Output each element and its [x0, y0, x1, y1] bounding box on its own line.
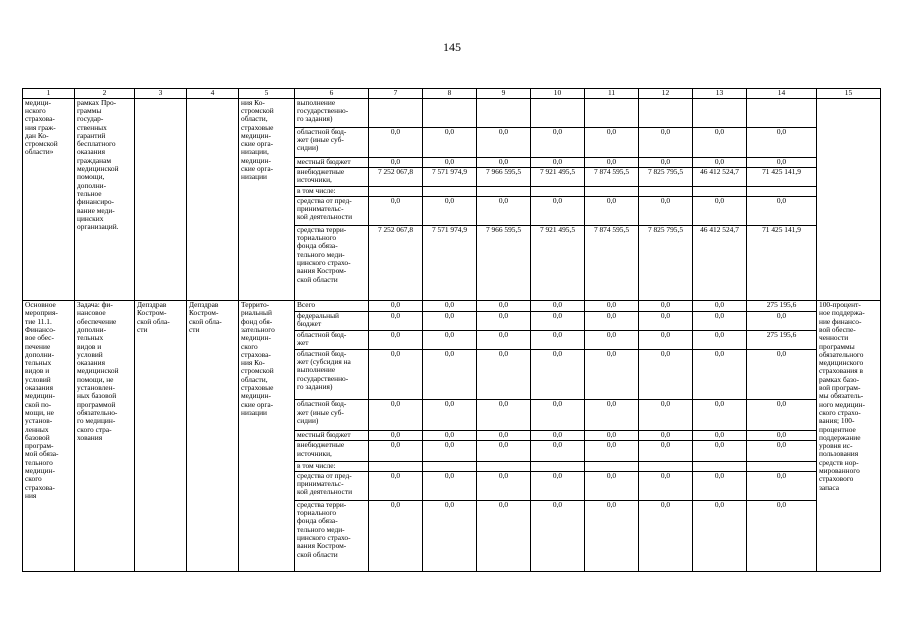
value-cell: 0,0	[639, 127, 693, 157]
value-cell: 0,0	[639, 157, 693, 167]
value-cell: 0,0	[639, 349, 693, 400]
header-row	[23, 89, 881, 99]
value-cell	[369, 98, 423, 127]
value-cell: 0,0	[639, 441, 693, 461]
value-cell: 0,0	[585, 330, 639, 349]
value-cell	[477, 186, 531, 196]
value-cell: 275 195,6	[747, 330, 817, 349]
value-cell: 7 921 495,5	[531, 225, 585, 300]
value-cell: 0,0	[477, 349, 531, 400]
col-header: 10	[531, 89, 585, 99]
event-name-cell: медици- нского страхова- ния граж- дан Ко- стромской области»	[23, 98, 75, 300]
source-label: областной бюд- жет (иные суб- сидии)	[295, 400, 369, 431]
value-cell: 0,0	[477, 431, 531, 441]
value-cell: 0,0	[639, 500, 693, 571]
value-cell: 0,0	[585, 441, 639, 461]
value-cell: 0,0	[477, 471, 531, 500]
value-cell: 7 921 495,5	[531, 167, 585, 186]
value-cell	[585, 98, 639, 127]
value-cell: 0,0	[423, 311, 477, 330]
value-cell: 0,0	[747, 196, 817, 225]
value-cell	[423, 461, 477, 471]
value-cell	[531, 186, 585, 196]
table-row	[23, 98, 881, 127]
value-cell: 0,0	[747, 471, 817, 500]
source-label: средства терри- ториального фонда обяза- тельного меди- цинского страхо- вания Костром- ской области	[295, 500, 369, 571]
value-cell	[747, 461, 817, 471]
col-header: 2	[75, 89, 135, 99]
value-cell: 0,0	[423, 431, 477, 441]
source-label: средства терри- ториального фонда обяза- тельного меди- цинского страхо- вания Костром- ской области	[295, 225, 369, 300]
value-cell	[531, 98, 585, 127]
value-cell: 0,0	[477, 157, 531, 167]
value-cell: 0,0	[369, 431, 423, 441]
source-label: областной бюд- жет	[295, 330, 369, 349]
source-label: внебюджетные источники,	[295, 167, 369, 186]
value-cell: 0,0	[693, 500, 747, 571]
value-cell	[747, 186, 817, 196]
value-cell	[639, 98, 693, 127]
value-cell: 0,0	[747, 431, 817, 441]
value-cell: 0,0	[747, 157, 817, 167]
value-cell	[585, 461, 639, 471]
value-cell	[639, 461, 693, 471]
value-cell: 0,0	[369, 127, 423, 157]
value-cell: 0,0	[531, 127, 585, 157]
value-cell: 0,0	[531, 196, 585, 225]
task-cell: рамках Про- граммы государ- ственных гарантий бесплатного оказания гражданам медицинской помощи, дополни- тельное финансиро- вание меди- цинских организаций.	[75, 98, 135, 300]
value-cell: 0,0	[693, 471, 747, 500]
value-cell: 0,0	[585, 400, 639, 431]
value-cell: 0,0	[747, 400, 817, 431]
value-cell: 46 412 524,7	[693, 167, 747, 186]
col-header: 7	[369, 89, 423, 99]
value-cell: 0,0	[747, 441, 817, 461]
source-label: в том числе:	[295, 186, 369, 196]
value-cell: 0,0	[693, 311, 747, 330]
source-label: федеральный бюджет	[295, 311, 369, 330]
value-cell: 0,0	[531, 330, 585, 349]
value-cell: 0,0	[369, 349, 423, 400]
col-header: 8	[423, 89, 477, 99]
value-cell: 0,0	[369, 500, 423, 571]
participant-cell: ния Ко- стромской области, страховые медицин- ские орга- низации, медицин- ские орга- низации	[239, 98, 295, 300]
value-cell: 0,0	[639, 471, 693, 500]
source-label: Всего	[295, 301, 369, 312]
value-cell: 0,0	[639, 330, 693, 349]
value-cell: 0,0	[477, 196, 531, 225]
participant-cell: Террито- риальный фонд обя- зательного медицин- ского страхова- ния Ко- стромской области, страховые медицин- ские орга- низации	[239, 301, 295, 572]
value-cell: 7 571 974,9	[423, 225, 477, 300]
col-header: 15	[817, 89, 881, 99]
value-cell: 0,0	[531, 471, 585, 500]
value-cell: 0,0	[477, 311, 531, 330]
value-cell: 0,0	[693, 157, 747, 167]
co-executor-cell	[187, 98, 239, 300]
table-row	[23, 301, 881, 312]
value-cell: 0,0	[693, 431, 747, 441]
value-cell: 0,0	[747, 349, 817, 400]
value-cell	[693, 461, 747, 471]
value-cell	[477, 461, 531, 471]
value-cell: 0,0	[477, 127, 531, 157]
task-cell: Задача: фи- нансовое обеспечение дополни- тельных видов и условий оказания медицинской помощи, не установлен- ных базовой программой обязательно- го медицин- ского стра- хования	[75, 301, 135, 572]
value-cell: 0,0	[693, 301, 747, 312]
col-header: 11	[585, 89, 639, 99]
value-cell: 0,0	[477, 301, 531, 312]
value-cell: 71 425 141,9	[747, 225, 817, 300]
value-cell	[423, 186, 477, 196]
value-cell: 7 252 067,8	[369, 167, 423, 186]
source-label: местный бюджет	[295, 431, 369, 441]
value-cell: 0,0	[369, 441, 423, 461]
value-cell: 0,0	[585, 301, 639, 312]
value-cell: 0,0	[693, 441, 747, 461]
value-cell: 0,0	[423, 301, 477, 312]
value-cell: 0,0	[369, 301, 423, 312]
value-cell: 0,0	[423, 349, 477, 400]
value-cell: 7 966 595,5	[477, 225, 531, 300]
source-label: внебюджетные источники,	[295, 441, 369, 461]
col-header: 12	[639, 89, 693, 99]
value-cell: 0,0	[585, 431, 639, 441]
value-cell	[531, 461, 585, 471]
value-cell: 0,0	[747, 127, 817, 157]
value-cell: 0,0	[693, 196, 747, 225]
source-label: выполнение государственно- го задания)	[295, 98, 369, 127]
source-label: областной бюд- жет (субсидия на выполнение государственно- го задания)	[295, 349, 369, 400]
source-label: средства от пред- принимательс- кой деятельности	[295, 471, 369, 500]
value-cell: 0,0	[585, 127, 639, 157]
value-cell: 0,0	[693, 349, 747, 400]
value-cell: 0,0	[585, 157, 639, 167]
value-cell	[369, 186, 423, 196]
value-cell: 0,0	[369, 196, 423, 225]
value-cell: 0,0	[477, 400, 531, 431]
value-cell: 0,0	[531, 301, 585, 312]
value-cell: 0,0	[423, 330, 477, 349]
col-header: 3	[135, 89, 187, 99]
value-cell: 0,0	[639, 431, 693, 441]
value-cell: 0,0	[531, 441, 585, 461]
col-header: 1	[23, 89, 75, 99]
value-cell	[369, 461, 423, 471]
value-cell: 0,0	[423, 471, 477, 500]
value-cell: 0,0	[477, 330, 531, 349]
value-cell: 0,0	[531, 431, 585, 441]
value-cell: 46 412 524,7	[693, 225, 747, 300]
value-cell: 7 825 795,5	[639, 225, 693, 300]
value-cell	[585, 186, 639, 196]
value-cell: 71 425 141,9	[747, 167, 817, 186]
value-cell: 0,0	[477, 441, 531, 461]
value-cell: 7 825 795,5	[639, 167, 693, 186]
value-cell: 0,0	[531, 500, 585, 571]
value-cell: 0,0	[369, 157, 423, 167]
result-cell	[817, 98, 881, 300]
value-cell: 0,0	[369, 400, 423, 431]
col-header: 13	[693, 89, 747, 99]
value-cell: 7 874 595,5	[585, 167, 639, 186]
col-header: 14	[747, 89, 817, 99]
value-cell: 0,0	[423, 127, 477, 157]
col-header: 5	[239, 89, 295, 99]
executor-cell	[135, 98, 187, 300]
value-cell: 0,0	[477, 500, 531, 571]
value-cell: 7 874 595,5	[585, 225, 639, 300]
value-cell: 0,0	[585, 500, 639, 571]
event-name-cell: Основное мероприя- тие 11.1. Финансо- вое обес- печение дополни- тельных видов и условий оказания медицин- ской по- мощи, не установ- ленных базовой програм- мой обяза- тельного медицин- ского страхова- ния	[23, 301, 75, 572]
value-cell: 0,0	[747, 311, 817, 330]
co-executor-cell: Депздрав Костром- ской обла- сти	[187, 301, 239, 572]
value-cell: 0,0	[369, 311, 423, 330]
col-header: 9	[477, 89, 531, 99]
value-cell: 0,0	[423, 196, 477, 225]
value-cell: 0,0	[585, 349, 639, 400]
value-cell: 0,0	[585, 311, 639, 330]
value-cell: 0,0	[693, 400, 747, 431]
col-header: 6	[295, 89, 369, 99]
value-cell	[477, 98, 531, 127]
value-cell: 0,0	[585, 471, 639, 500]
value-cell: 0,0	[639, 311, 693, 330]
value-cell	[693, 98, 747, 127]
value-cell: 0,0	[747, 500, 817, 571]
value-cell: 0,0	[423, 500, 477, 571]
budget-table	[22, 88, 881, 572]
value-cell: 7 966 595,5	[477, 167, 531, 186]
value-cell	[747, 98, 817, 127]
col-header: 4	[187, 89, 239, 99]
source-label: средства от пред- принимательс- кой деятельности	[295, 196, 369, 225]
source-label: местный бюджет	[295, 157, 369, 167]
value-cell: 275 195,6	[747, 301, 817, 312]
value-cell: 0,0	[639, 196, 693, 225]
value-cell	[639, 186, 693, 196]
value-cell: 0,0	[693, 127, 747, 157]
value-cell: 7 571 974,9	[423, 167, 477, 186]
value-cell: 0,0	[531, 157, 585, 167]
value-cell: 7 252 067,8	[369, 225, 423, 300]
value-cell	[693, 186, 747, 196]
value-cell: 0,0	[531, 400, 585, 431]
value-cell: 0,0	[369, 471, 423, 500]
executor-cell: Депздрав Костром- ской обла- сти	[135, 301, 187, 572]
value-cell: 0,0	[531, 349, 585, 400]
value-cell: 0,0	[693, 330, 747, 349]
value-cell: 0,0	[369, 330, 423, 349]
source-label: областной бюд- жет (иные суб- сидии)	[295, 127, 369, 157]
value-cell: 0,0	[423, 441, 477, 461]
source-label: в том числе:	[295, 461, 369, 471]
value-cell: 0,0	[585, 196, 639, 225]
page-number: 145	[443, 40, 461, 54]
value-cell: 0,0	[531, 311, 585, 330]
value-cell: 0,0	[639, 301, 693, 312]
value-cell: 0,0	[423, 157, 477, 167]
value-cell: 0,0	[639, 400, 693, 431]
value-cell	[423, 98, 477, 127]
value-cell: 0,0	[423, 400, 477, 431]
result-cell: 100-процент- ное поддержа- ние финансо- вой обеспе- ченности программы обязательного медицинского страхования в рамках базо- вой програм- мы обязатель- ного медицин- ского страхо- вания; 100- процентное поддержание уровня ис- пользования средств нор- мированного страхового запаса	[817, 301, 881, 572]
